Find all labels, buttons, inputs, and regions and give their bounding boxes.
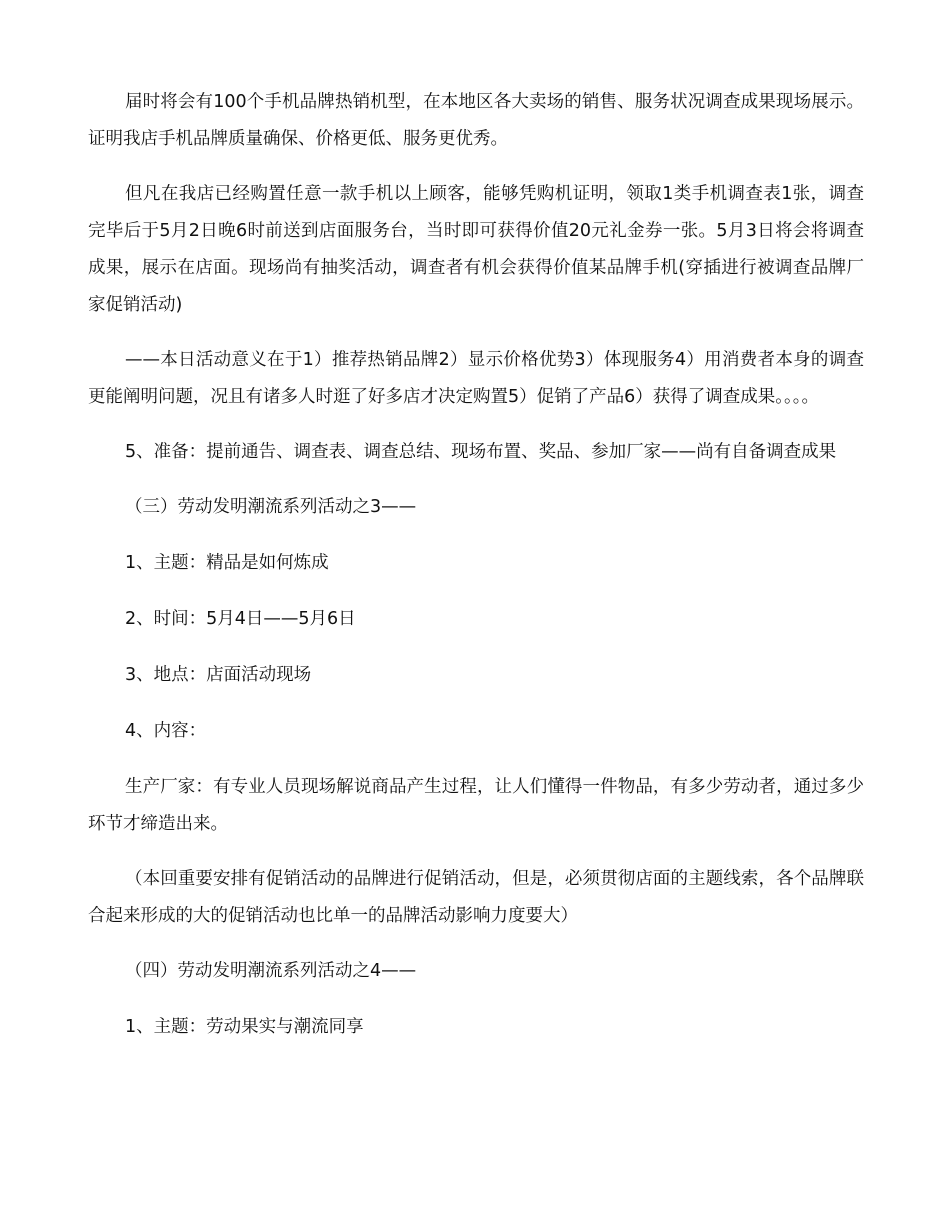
- paragraph-showcase: 届时将会有100个手机品牌热销机型，在本地区各大卖场的销售、服务状况调查成果现场展示。证明我店手机品牌质量确保、价格更低、服务更优秀。: [88, 92, 864, 149]
- section-heading-3: （三）劳动发明潮流系列活动之3——: [125, 497, 417, 517]
- paragraph-activity-meaning: ——本日活动意义在于1）推荐热销品牌2）显示价格优势3）体现服务4）用消费者本身的调查更能阐明问题，况且有诸多人时逛了好多店才决定购置5）促销了产品6）获得了调查成果。。。。: [88, 350, 864, 407]
- document-page: [88, 84, 864, 1065]
- paragraph-manufacturer: 生产厂家：有专业人员现场解说商品产生过程，让人们懂得一件物品，有多少劳动者，通过多少环节才缔造出来。: [88, 777, 864, 834]
- item-time-3: 2、时间：5月4日——5月6日: [125, 609, 356, 629]
- item-theme-3: 1、主题：精品是如何炼成: [125, 553, 329, 573]
- item-location-3: 3、地点：店面活动现场: [125, 665, 312, 685]
- paragraph-preparation: 5、准备：提前通告、调查表、调查总结、现场布置、奖品、参加厂家——尚有自备调查成果: [125, 442, 837, 462]
- section-heading-4: （四）劳动发明潮流系列活动之4——: [125, 961, 417, 981]
- paragraph-promotion-note: （本回重要安排有促销活动的品牌进行促销活动，但是，必须贯彻店面的主题线索，各个品牌联合起来形成的大的促销活动也比单一的品牌活动影响力度要大）: [88, 869, 864, 926]
- paragraph-survey-offer: 但凡在我店已经购置任意一款手机以上顾客，能够凭购机证明，领取1类手机调查表1张，调查完毕后于5月2日晚6时前送到店面服务台，当时即可获得价值20元礼金券一张。5月3日将会将调查成果，展示在店面。现场尚有抽奖活动，调查者有机会获得价值某品牌手机(穿插进行被调查品牌厂家促销活动): [88, 184, 864, 315]
- item-theme-4: 1、主题：劳动果实与潮流同享: [125, 1017, 364, 1037]
- item-content-3: 4、内容：: [125, 721, 207, 741]
